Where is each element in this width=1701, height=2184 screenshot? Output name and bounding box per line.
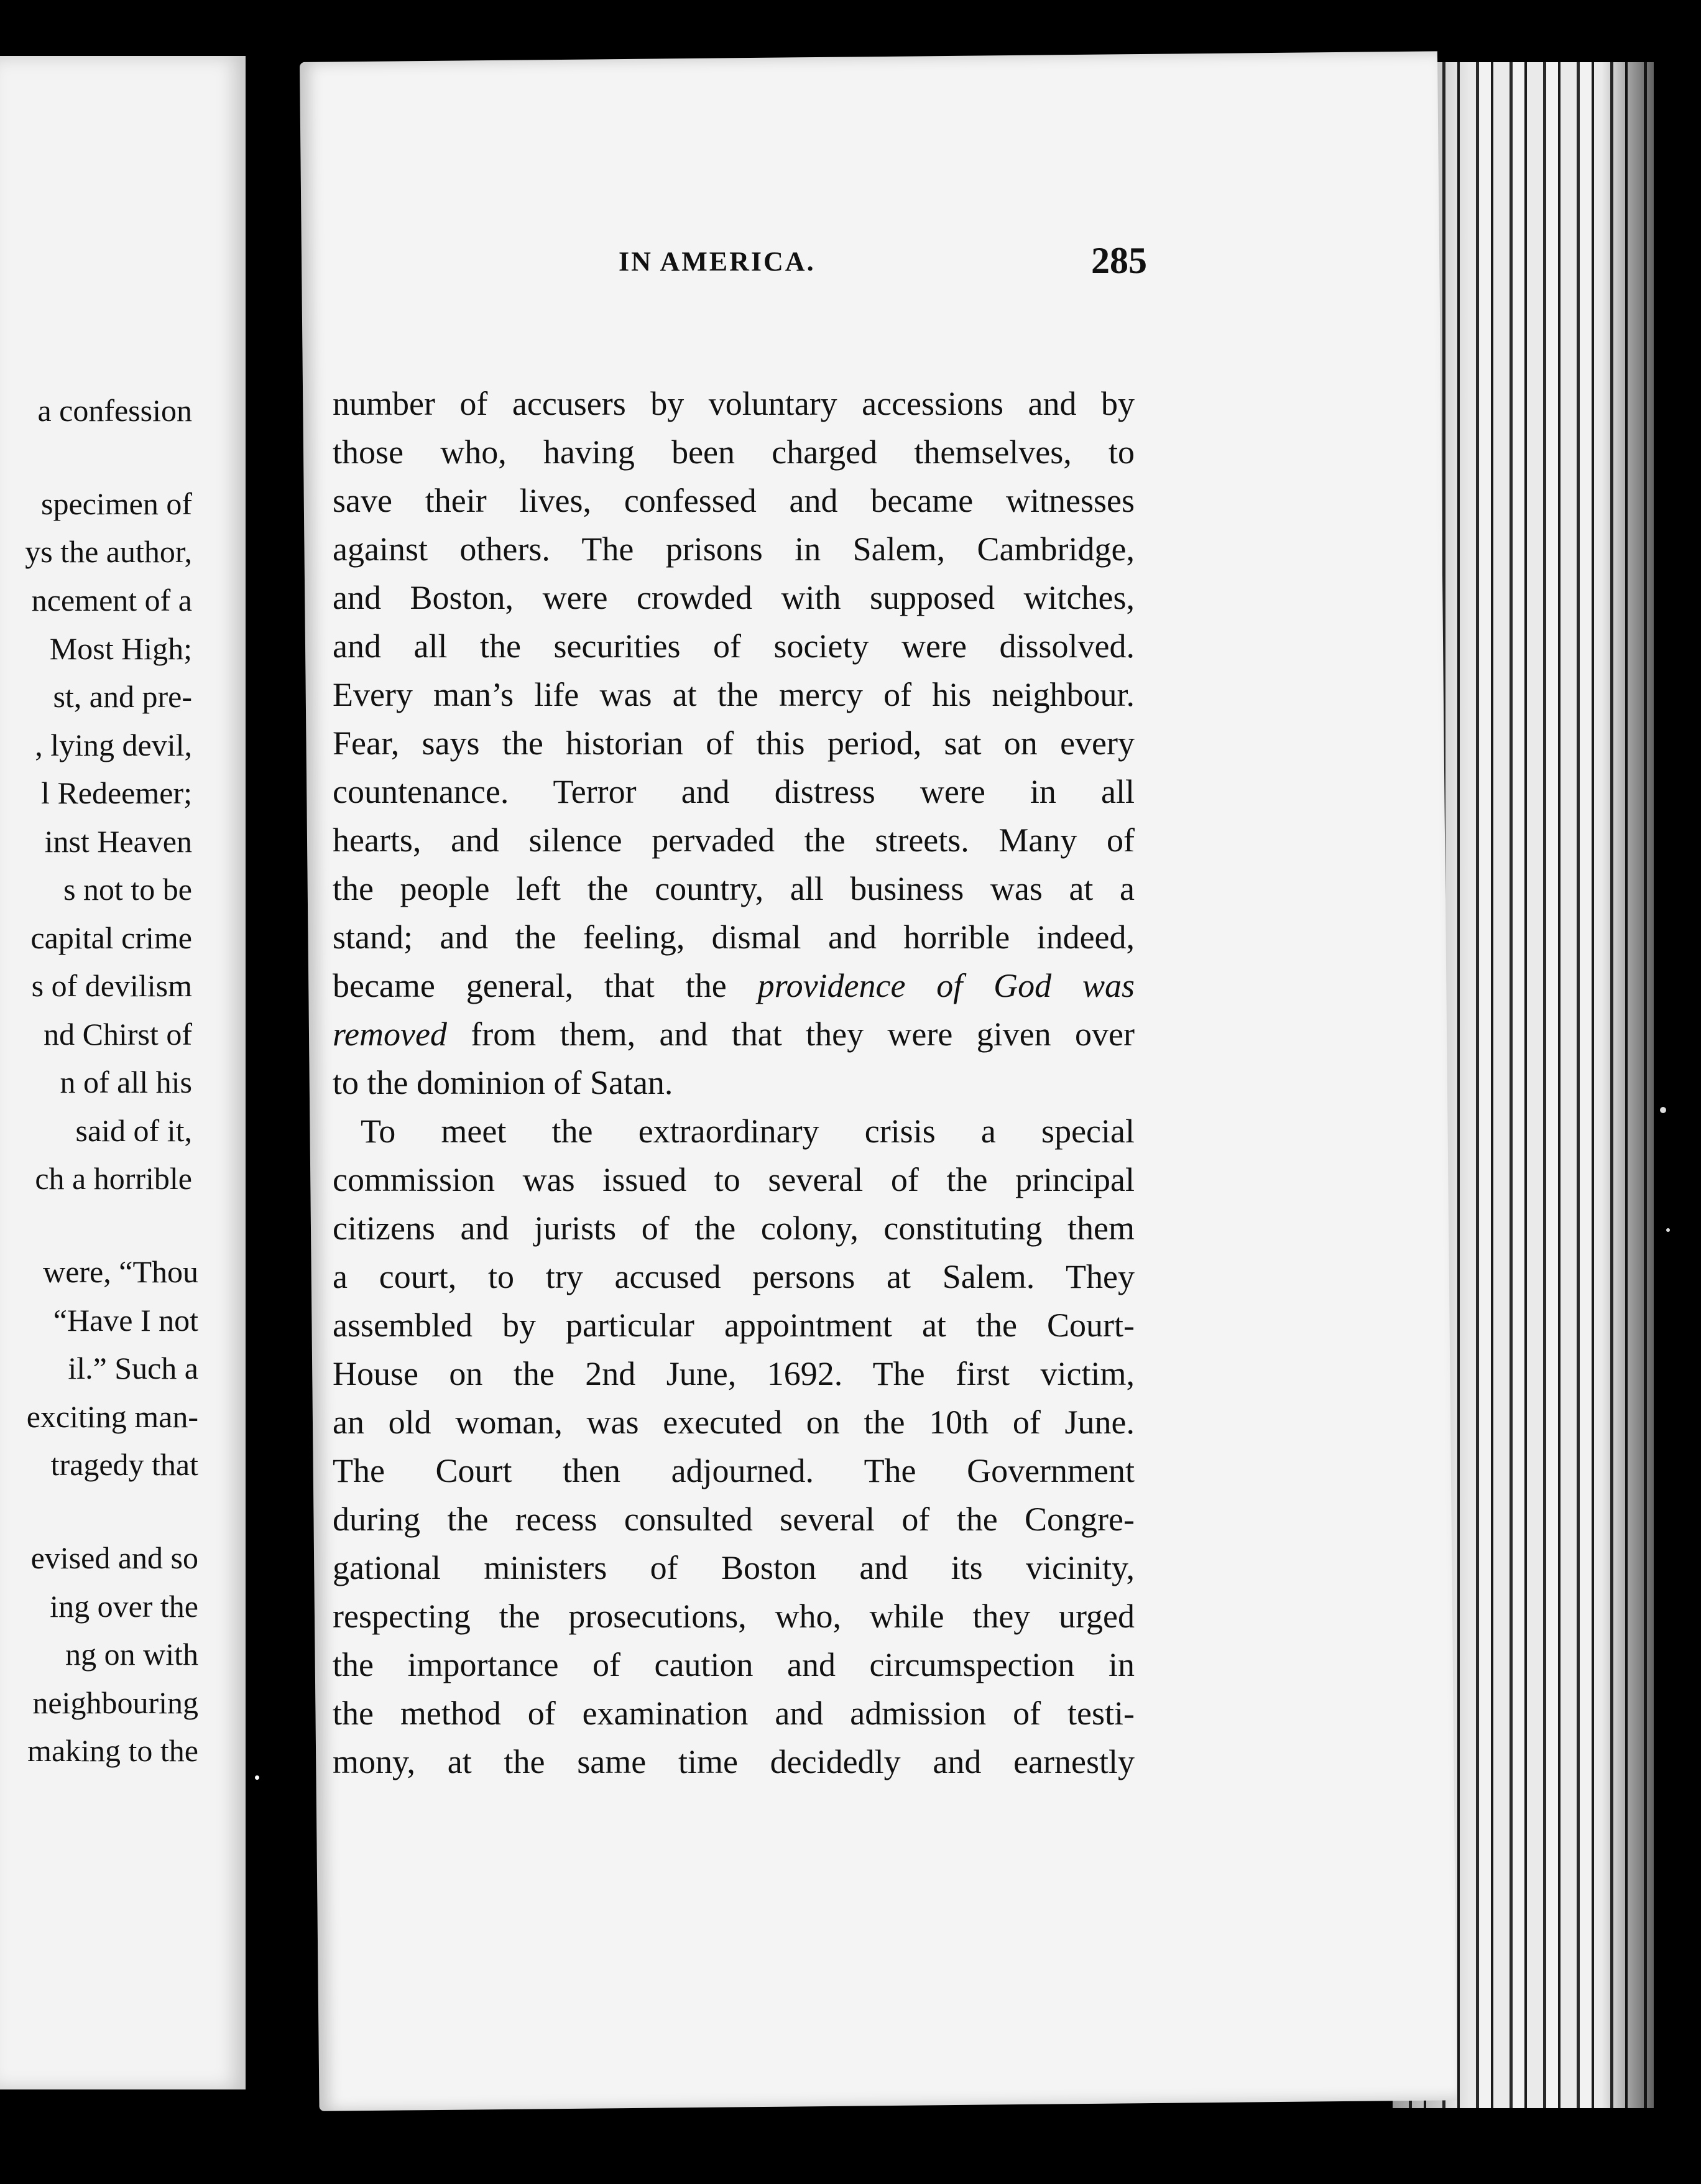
facing-line: evised and so [30,1540,198,1575]
text-line: To meet the extraordinary crisis a special [361,1113,1135,1150]
facing-line: said of it, [75,1113,192,1148]
text-line: Fear, says the historian of this period, sat on every [333,724,1135,762]
text-line: number of accusers by voluntary accessions and by [333,385,1135,422]
facing-line: specimen of [41,486,192,521]
text-line: assembled by particular appointment at the Court- [333,1307,1135,1344]
text-segment: became general, that the [333,967,727,1004]
dust-speck [255,1775,259,1780]
facing-line: tragedy that [50,1447,198,1482]
facing-line: making to the [27,1733,198,1768]
text-line: save their lives, confessed and became witnesses [333,482,1135,519]
facing-line: neighbouring [32,1685,198,1720]
facing-line: n of all his [60,1065,192,1099]
text-segment: from them, and that they were given over [471,1016,1135,1053]
facing-page [0,56,246,2089]
dust-speck [1660,1107,1666,1113]
facing-line: ys the author, [25,534,192,569]
text-line: House on the 2nd June, 1692. The first victim, [333,1355,1135,1392]
running-head [333,239,1147,295]
facing-line: ng on with [65,1637,198,1672]
text-line: during the recess consulted several of the Congre- [333,1501,1135,1538]
text-line: and all the securities of society were dissolved. [333,627,1135,665]
facing-line: were, “Thou [43,1254,198,1289]
facing-line: “Have I not [53,1303,198,1338]
italic-phrase: removed [333,1016,447,1053]
page-number: 285 [1091,240,1147,281]
facing-line: exciting man- [26,1399,198,1434]
text-line: those who, having been charged themselves, to [333,433,1135,471]
facing-line: s of devilism [31,968,192,1003]
text-line: the importance of caution and circumspection in [333,1646,1135,1683]
facing-line: il.” Such a [68,1351,198,1386]
text-line [333,961,1135,1010]
text-line: respecting the prosecutions, who, while they urged [333,1598,1135,1635]
facing-line: a confession [37,393,192,428]
text-line: citizens and jurists of the colony, constituting them [333,1210,1135,1247]
facing-line: capital crime [30,920,192,955]
dust-speck [1666,1228,1670,1232]
facing-line: st, and pre- [53,679,192,714]
text-line: to the dominion of Satan. [333,1064,673,1101]
text-line: the people left the country, all business was at a [333,870,1135,907]
text-line: against others. The prisons in Salem, Cambridge, [333,530,1135,568]
facing-line: s not to be [63,872,192,907]
facing-line: , lying devil, [35,728,192,762]
text-line: Every man’s life was at the mercy of his neighbour. [333,676,1135,713]
facing-line: inst Heaven [44,824,192,859]
text-line: a court, to try accused persons at Salem. They [333,1258,1135,1295]
facing-line: Most High; [49,631,192,666]
text-line: gational ministers of Boston and its vicinity, [333,1549,1135,1586]
text-line: stand; and the feeling, dismal and horrible indeed, [333,918,1135,956]
facing-line: ch a horrible [35,1161,192,1196]
text-line: mony, at the same time decidedly and earnestly [333,1743,1135,1780]
running-title: IN AMERICA. [619,246,816,277]
text-line: the method of examination and admission of testi- [333,1695,1135,1732]
facing-line: l Redeemer; [41,775,192,810]
facing-line: ncement of a [31,583,192,618]
body-text [333,379,1135,1786]
text-line [333,1010,1135,1058]
text-line: an old woman, was executed on the 10th of June. [333,1404,1135,1441]
facing-line: nd Chirst of [44,1017,192,1052]
text-line: and Boston, were crowded with supposed witches, [333,579,1135,616]
facing-line: ing over the [50,1589,198,1624]
text-line: hearts, and silence pervaded the streets. Many of [333,821,1135,859]
italic-phrase: providence of God was [757,967,1135,1004]
text-line: The Court then adjourned. The Government [333,1452,1135,1489]
text-line: countenance. Terror and distress were in all [333,773,1135,810]
text-line: commission was issued to several of the principal [333,1161,1135,1198]
